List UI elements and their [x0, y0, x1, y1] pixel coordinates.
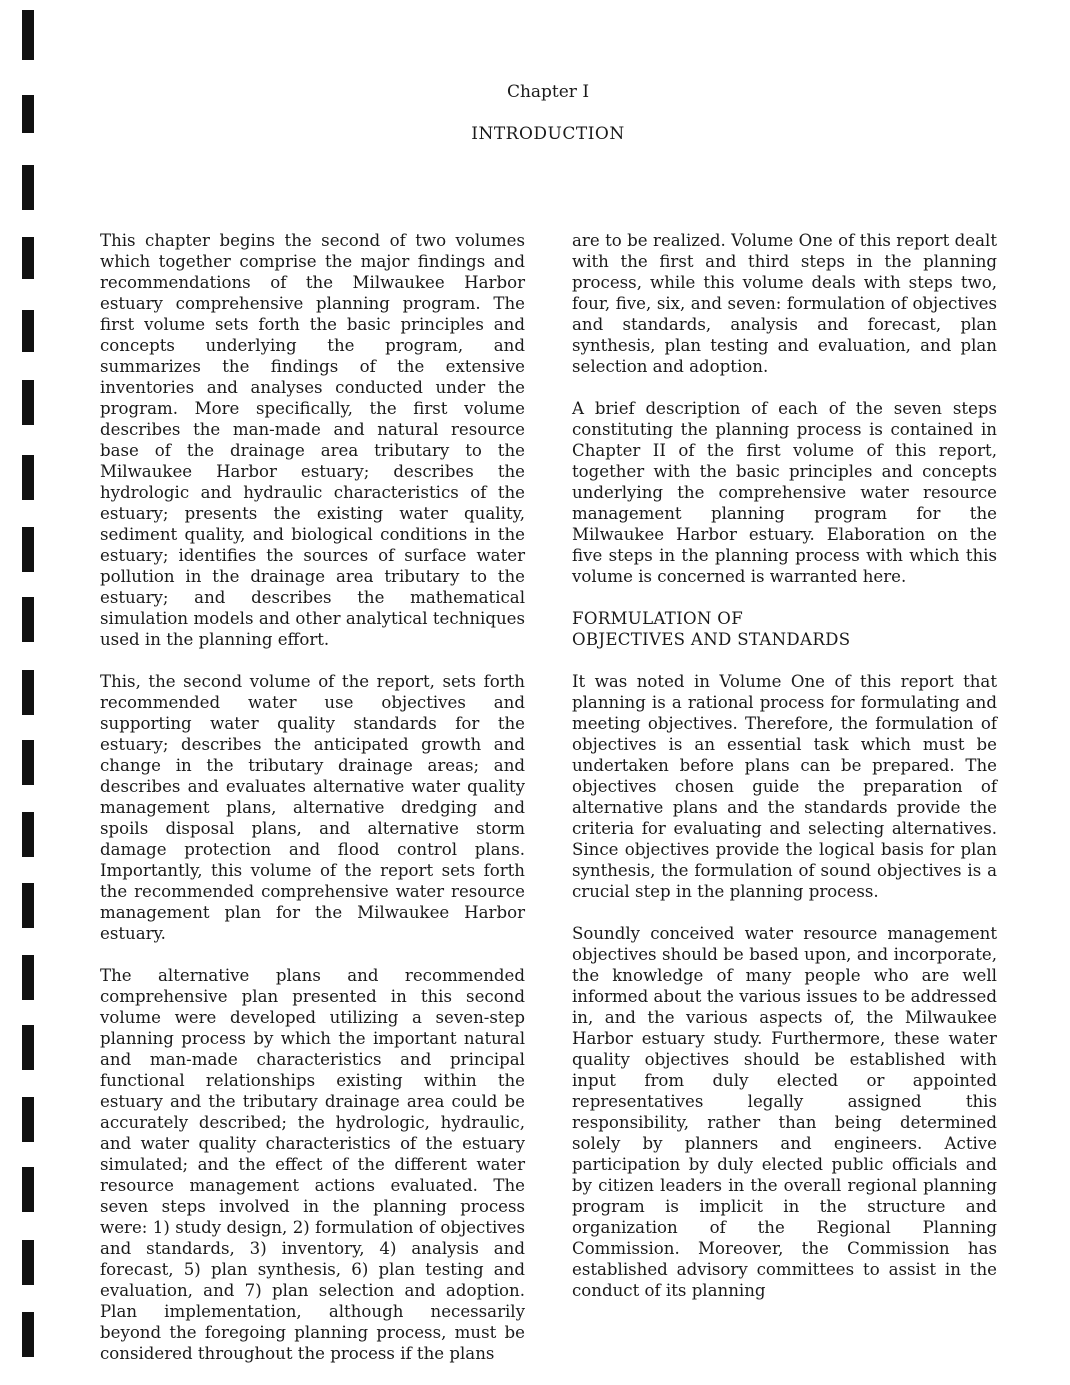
binding-mark [22, 527, 34, 572]
chapter-label: Chapter I [506, 82, 590, 102]
binding-mark [22, 380, 34, 425]
binding-mark [22, 310, 34, 352]
binding-mark [22, 1097, 34, 1142]
body-paragraph: This chapter begins the second of two volumes which together comprise the major findings and recommendations of the Milwaukee Harbor estuary comprehensive planning program. The first volume sets forth the basic principles and concepts underlying the program, and summarizes the findings of the extensive inventories and analyses conducted under the program. More specifically, the first volume describes the man-made and natural resource base of the drainage area tributary to the Milwaukee Harbor estuary; describes the hydrologic and hydraulic characteristics of the estuary; presents the existing water quality, sediment quality, and biological conditions in the estuary; identifies the sources of surface water pollution in the drainage area tributary to the estuary; and describes the mathematical simulation models and other analytical techniques used in the planning effort. [100, 231, 525, 649]
binding-mark [22, 1312, 34, 1357]
right-column [572, 230, 997, 1322]
binding-mark [22, 165, 34, 210]
left-column [100, 230, 525, 1385]
binding-mark [22, 597, 34, 642]
body-paragraph: A brief description of each of the seven steps constituting the planning process is contained in Chapter II of the first volume of this report, together with the basic principles and concepts underlying the comprehensive water resource management planning program for the Milwaukee Harbor estuary. Elaboration on the five steps in the planning process with which this volume is concerned is warranted here. [572, 399, 997, 586]
binding-mark [22, 670, 34, 715]
binding-mark [22, 883, 34, 928]
binding-mark [22, 955, 34, 1000]
body-paragraph: Soundly conceived water resource management objectives should be based upon, and incorporate, the knowledge of many people who are well informed about the various issues to be addressed in, and the various aspects of, the Milwaukee Harbor estuary study. Furthermore, these water quality objectives should be established with input from duly elected or appointed representatives legally assigned this responsibility, rather than being determined solely by planners and engineers. Active participation by duly elected public officials and by citizen leaders in the overall regional planning program is implicit in the structure and organization of the Regional Planning Commission. Moreover, the Commission has established advisory committees to assist in the conduct of its planning [572, 924, 997, 1300]
body-paragraph: It was noted in Volume One of this report that planning is a rational process for formulating and meeting objectives. Therefore, the formulation of objectives is an essential task which must be undertaken before plans can be prepared. The objectives chosen guide the preparation of alternative plans and the standards provide the criteria for evaluating and selecting alternatives. Since objectives provide the logical basis for plan synthesis, the formulation of sound objectives is a crucial step in the planning process. [572, 672, 997, 901]
binding-mark [22, 237, 34, 279]
section-heading [572, 608, 997, 650]
body-paragraph: are to be realized. Volume One of this report dealt with the first and third steps in the planning process, while this volume deals with steps two, four, five, six, and seven: formulation of objectives and standards, analysis and forecast, plan synthesis, plan testing and evaluation, and plan selection and adoption. [572, 231, 997, 376]
body-paragraph: The alternative plans and recommended comprehensive plan presented in this second volume were developed utilizing a seven-step planning process by which the important natural and man-made characteristics and principal functional relationships existing within the estuary and the tributary drainage area could be accurately described; the hydrologic, hydraulic, and water quality characteristics of the estuary simulated; and the effect of the different water resource management actions evaluated. The seven steps involved in the planning process were: 1) study design, 2) formulation of objectives and standards, 3) inventory, 4) analysis and forecast, 5) plan synthesis, 6) plan testing and evaluation, and 7) plan selection and adoption. Plan implementation, although necessarily beyond the foregoing planning process, must be considered throughout the process if the plans [100, 966, 525, 1363]
binding-mark [22, 1025, 34, 1070]
section-heading-line: OBJECTIVES AND STANDARDS [572, 630, 851, 649]
section-heading-line: FORMULATION OF [572, 609, 744, 628]
binding-mark [22, 740, 34, 785]
binding-mark [22, 812, 34, 857]
body-paragraph: This, the second volume of the report, sets forth recommended water use objectives and supporting water quality standards for the estuary; describes the anticipated growth and change in the tributary drainage areas; and describes and evaluates alternative water quality management plans, alternative dredging and spoils disposal plans, and alternative storm damage protection and flood control plans. Importantly, this volume of the report sets forth the recommended comprehensive water resource management plan for the Milwaukee Harbor estuary. [100, 672, 525, 943]
binding-mark [22, 1167, 34, 1212]
binding-mark [22, 1240, 34, 1285]
chapter-title: INTRODUCTION [471, 124, 625, 144]
binding-mark [22, 10, 34, 60]
binding-mark [22, 455, 34, 500]
